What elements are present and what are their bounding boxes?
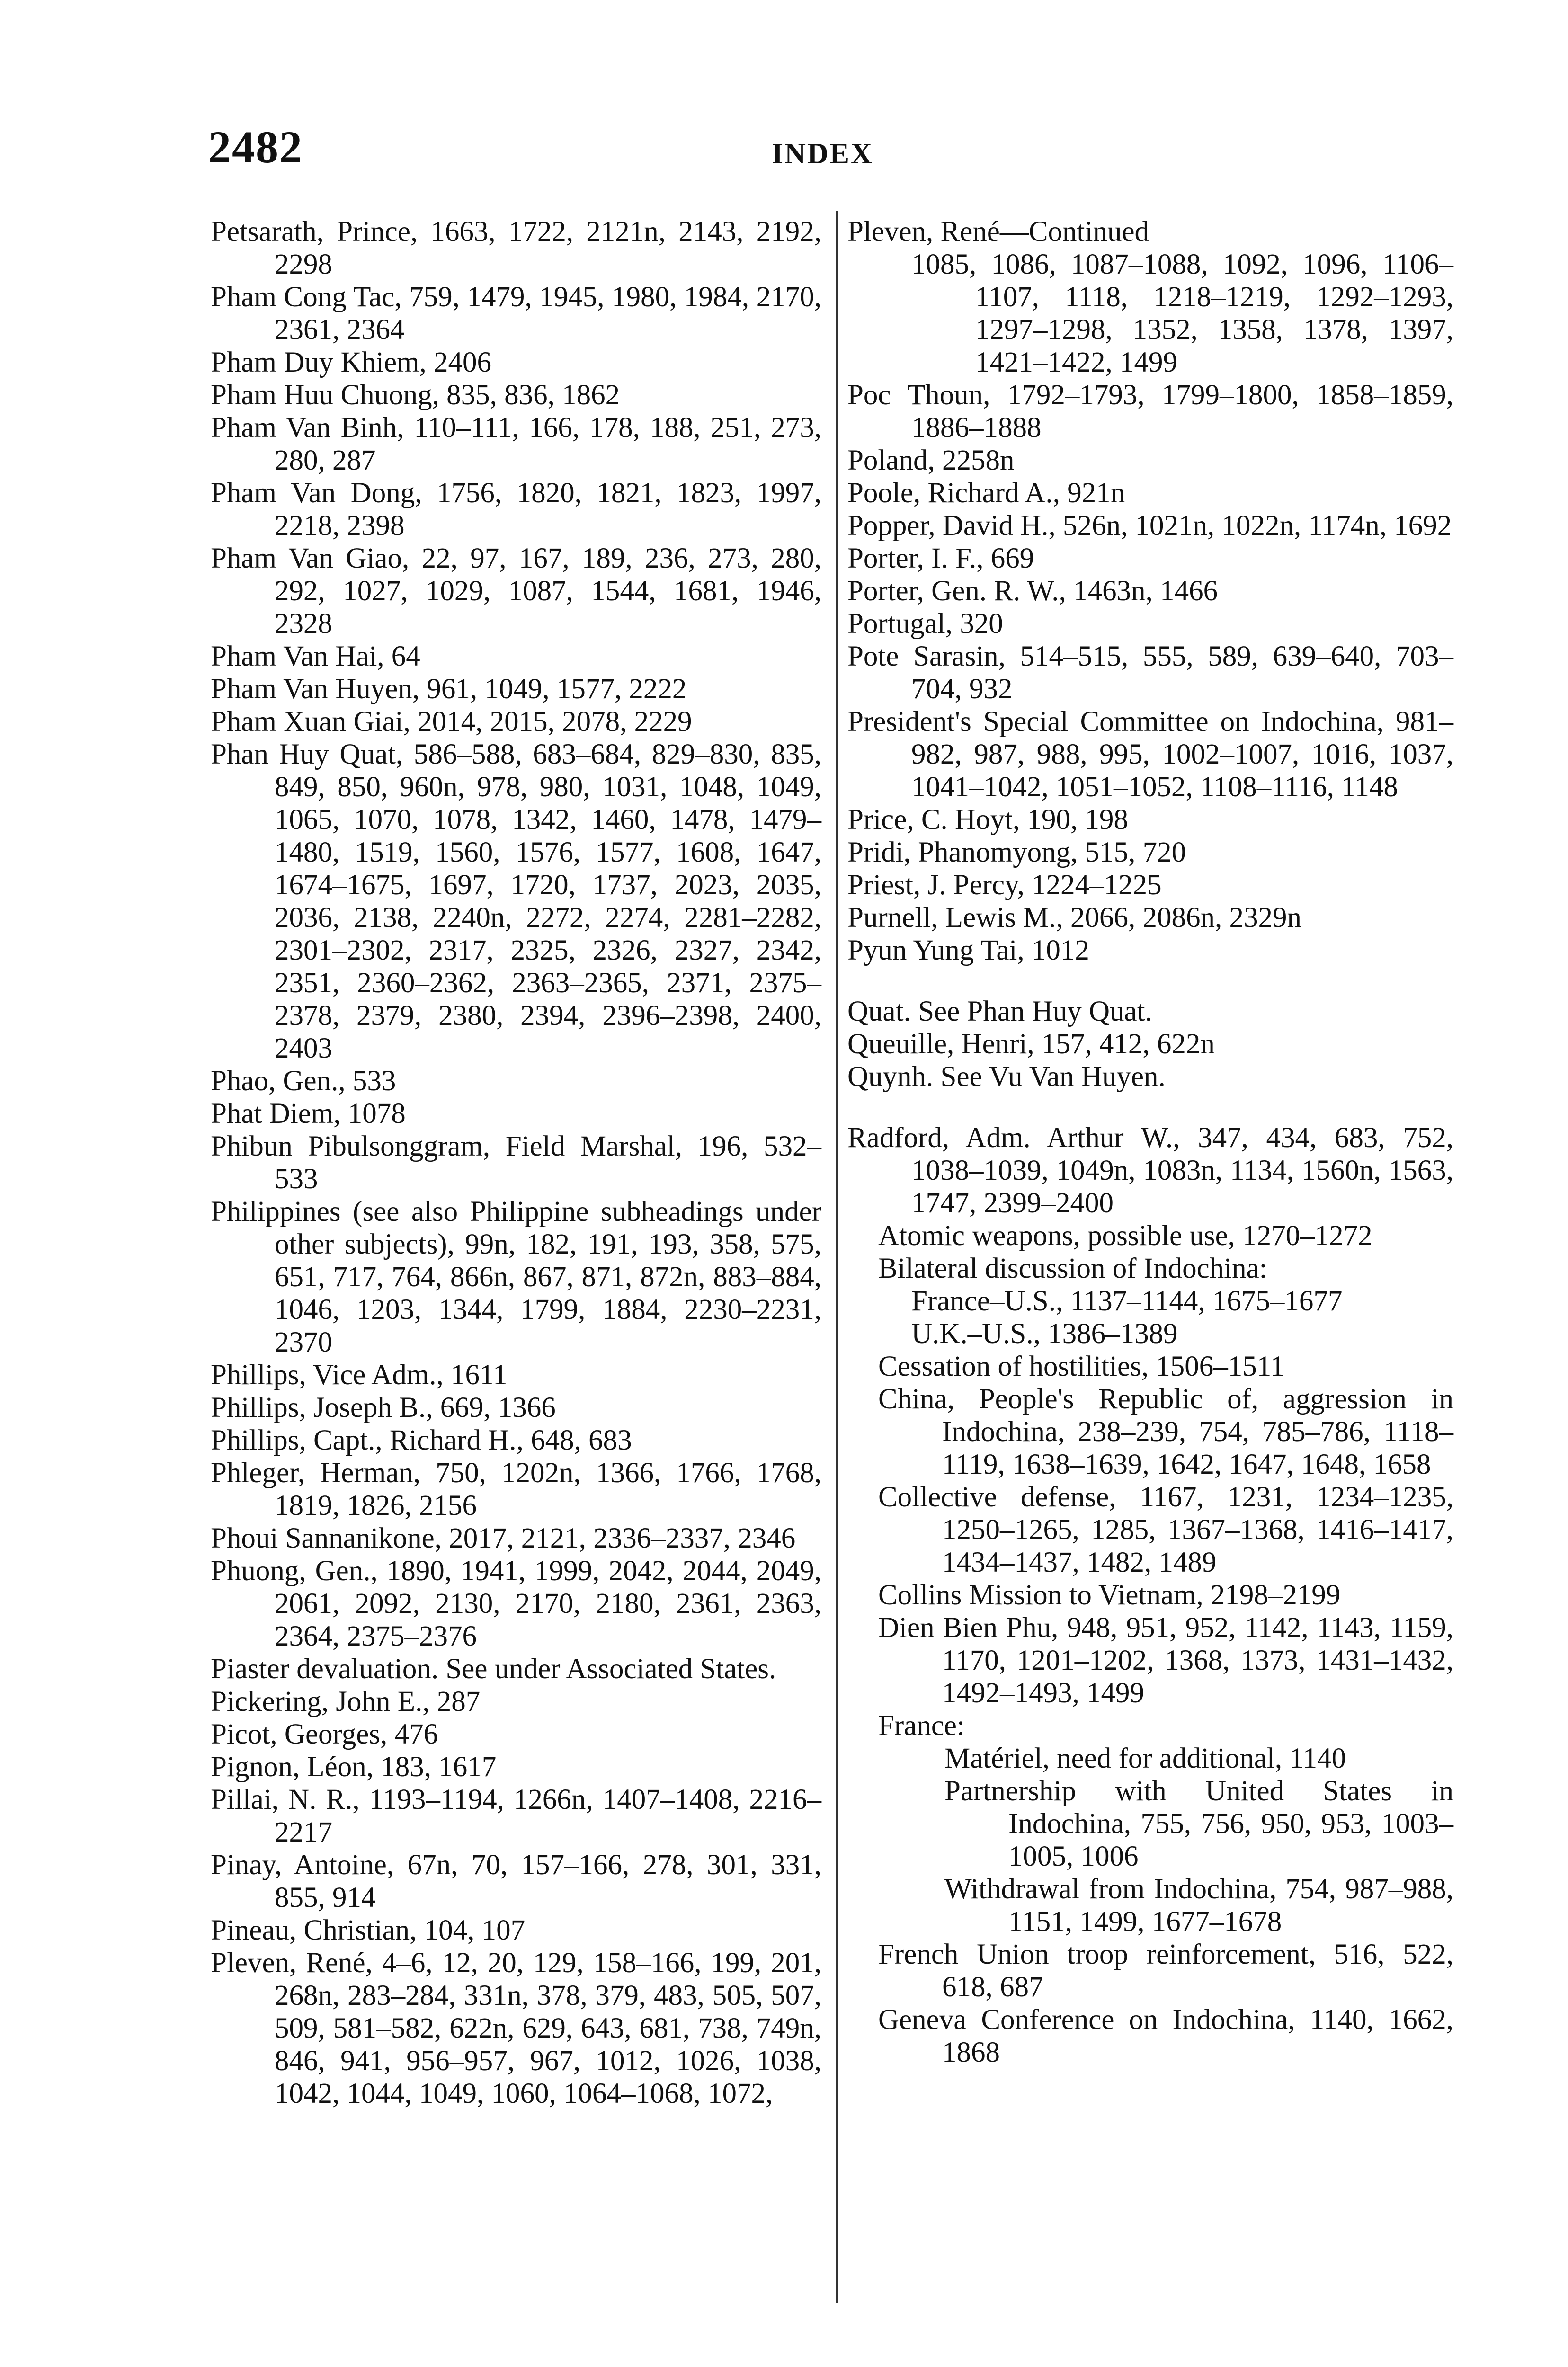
page-number: 2482 xyxy=(208,122,303,172)
index-entry: Pridi, Phanomyong, 515, 720 xyxy=(847,836,1186,868)
index-entry: Pleven, René—Continued xyxy=(847,216,1149,248)
index-entry: Poole, Richard A., 921n xyxy=(847,477,1125,509)
index-subentry: Cessation of hostilities, 1506–1511 xyxy=(878,1351,1285,1382)
index-subentry-level-2: Partnership with United States in Indochina, 755, 756, 950, 953, 1003–1005, 1006 xyxy=(944,1775,1453,1872)
index-subentry: French Union troop reinforcement, 516, 522, 618, 687 xyxy=(878,1939,1453,2003)
index-entry: Pineau, Christian, 104, 107 xyxy=(211,1914,526,1946)
index-entry: Priest, J. Percy, 1224–1225 xyxy=(847,869,1162,901)
index-entry: Pleven, René, 4–6, 12, 20, 129, 158–166, 199, 201, 268n, 283–284, 331n, 378, 379, 483, 505, 507, 509, 581–582, 622n, 629, 643, 681, 738, 749n, 846, 941, 956–957, 967, 1012, 1026, 1038, 1042, 1044, 1049, 1060, 1064–1068, 1072, xyxy=(211,1947,821,2109)
index-entry: Poland, 2258n xyxy=(847,445,1015,476)
index-entry: Pote Sarasin, 514–515, 555, 589, 639–640, 703–704, 932 xyxy=(847,641,1453,705)
index-entry: Pyun Yung Tai, 1012 xyxy=(847,934,1089,966)
index-entry: Pham Xuan Giai, 2014, 2015, 2078, 2229 xyxy=(211,706,692,738)
index-entry: Phillips, Joseph B., 669, 1366 xyxy=(211,1392,556,1424)
index-entry: Pillai, N. R., 1193–1194, 1266n, 1407–1408, 2216–2217 xyxy=(211,1784,821,1848)
index-entry: Portugal, 320 xyxy=(847,608,1003,640)
index-subentry: Collective defense, 1167, 1231, 1234–1235, 1250–1265, 1285, 1367–1368, 1416–1417, 1434–1437, 1482, 1489 xyxy=(878,1481,1453,1578)
index-subentry: China, People's Republic of, aggression in Indochina, 238–239, 754, 785–786, 1118–1119, 1638–1639, 1642, 1647, 1648, 1658 xyxy=(878,1383,1453,1480)
index-entry: Piaster devaluation. See under Associated States. xyxy=(211,1653,776,1685)
index-entry: Phillips, Capt., Richard H., 648, 683 xyxy=(211,1424,632,1456)
index-entry: Phan Huy Quat, 586–588, 683–684, 829–830, 835, 849, 850, 960n, 978, 980, 1031, 1048, 1049, 1065, 1070, 1078, 1342, 1460, 1478, 1479–1480, 1519, 1560, 1576, 1577, 1608, 1647, 1674–1675, 1697, 1720, 1737, 2023, 2035, 2036, 2138, 2240n, 2272, 2274, 2281–2282, 2301–2302, 2317, 2325, 2326, 2327, 2342, 2351, 2360–2362, 2363–2365, 2371, 2375–2378, 2379, 2380, 2394, 2396–2398, 2400, 2403 xyxy=(211,739,821,1064)
index-entry: Pham Cong Tac, 759, 1479, 1945, 1980, 1984, 2170, 2361, 2364 xyxy=(211,281,821,346)
index-entry: Phat Diem, 1078 xyxy=(211,1098,406,1130)
index-subentry: Bilateral discussion of Indochina: xyxy=(878,1253,1267,1284)
index-entry: Philippines (see also Philippine subheadings under other subjects), 99n, 182, 191, 193, 358, 575, 651, 717, 764, 866n, 867, 871, 872n, 883–884, 1046, 1203, 1344, 1799, 1884, 2230–2231, 2370 xyxy=(211,1196,821,1358)
column-divider xyxy=(836,211,838,2303)
index-entry: Pham Van Binh, 110–111, 166, 178, 188, 251, 273, 280, 287 xyxy=(211,412,821,476)
index-column-right xyxy=(847,215,1453,2069)
index-entry: Quynh. See Vu Van Huyen. xyxy=(847,1061,1166,1093)
index-entry: Pham Van Giao, 22, 97, 167, 189, 236, 273, 280, 292, 1027, 1029, 1087, 1544, 1681, 1946, 2328 xyxy=(211,543,821,640)
index-entry: Popper, David H., 526n, 1021n, 1022n, 1174n, 1692 xyxy=(847,510,1452,542)
running-head: INDEX xyxy=(772,138,873,170)
index-subentry: France: xyxy=(878,1710,965,1742)
index-subentry-level-2: Matériel, need for additional, 1140 xyxy=(944,1743,1346,1774)
index-entry: Phao, Gen., 533 xyxy=(211,1065,396,1097)
index-column-left xyxy=(211,215,821,2110)
index-subentry: Geneva Conference on Indochina, 1140, 1662, 1868 xyxy=(878,2004,1453,2068)
index-subentry-level-2: U.K.–U.S., 1386–1389 xyxy=(911,1318,1178,1350)
index-entry: Picot, Georges, 476 xyxy=(211,1718,438,1750)
index-subentry: Dien Bien Phu, 948, 951, 952, 1142, 1143, 1159, 1170, 1201–1202, 1368, 1373, 1431–1432, 1492–1493, 1499 xyxy=(878,1612,1453,1709)
index-entry: Purnell, Lewis M., 2066, 2086n, 2329n xyxy=(847,902,1302,934)
index-subentry-level-2: France–U.S., 1137–1144, 1675–1677 xyxy=(911,1285,1343,1317)
index-entry: Phuong, Gen., 1890, 1941, 1999, 2042, 2044, 2049, 2061, 2092, 2130, 2170, 2180, 2361, 2363, 2364, 2375–2376 xyxy=(211,1555,821,1652)
index-entry: Pham Van Dong, 1756, 1820, 1821, 1823, 1997, 2218, 2398 xyxy=(211,477,821,542)
index-entry: Porter, I. F., 669 xyxy=(847,543,1034,574)
index-entry: Price, C. Hoyt, 190, 198 xyxy=(847,804,1129,836)
index-entry: Quat. See Phan Huy Quat. xyxy=(847,996,1152,1027)
index-entry: Pickering, John E., 287 xyxy=(211,1686,481,1717)
index-entry: Porter, Gen. R. W., 1463n, 1466 xyxy=(847,575,1218,607)
index-entry: Pham Huu Chuong, 835, 836, 1862 xyxy=(211,379,620,411)
index-entry: Phleger, Herman, 750, 1202n, 1366, 1766, 1768, 1819, 1826, 2156 xyxy=(211,1457,821,1522)
index-entry: Phillips, Vice Adm., 1611 xyxy=(211,1359,508,1391)
index-entry: Poc Thoun, 1792–1793, 1799–1800, 1858–1859, 1886–1888 xyxy=(847,379,1453,444)
index-entry-continuation: 1085, 1086, 1087–1088, 1092, 1096, 1106–1107, 1118, 1218–1219, 1292–1293, 1297–1298, 1352, 1358, 1378, 1397, 1421–1422, 1499 xyxy=(911,249,1453,378)
index-entry: Queuille, Henri, 157, 412, 622n xyxy=(847,1028,1215,1060)
index-entry: Pham Van Hai, 64 xyxy=(211,641,420,672)
index-subentry: Collins Mission to Vietnam, 2198–2199 xyxy=(878,1579,1341,1611)
index-entry: Petsarath, Prince, 1663, 1722, 2121n, 2143, 2192, 2298 xyxy=(211,216,821,280)
index-entry: Pham Van Huyen, 961, 1049, 1577, 2222 xyxy=(211,673,687,705)
index-entry: President's Special Committee on Indochina, 981–982, 987, 988, 995, 1002–1007, 1016, 1037, 1041–1042, 1051–1052, 1108–1116, 1148 xyxy=(847,706,1453,803)
index-entry: Pignon, Léon, 183, 1617 xyxy=(211,1751,497,1783)
index-entry: Phibun Pibulsonggram, Field Marshal, 196, 532–533 xyxy=(211,1130,821,1195)
index-subentry-level-2: Withdrawal from Indochina, 754, 987–988, 1151, 1499, 1677–1678 xyxy=(944,1873,1453,1938)
index-entry: Pham Duy Khiem, 2406 xyxy=(211,347,492,378)
index-entry: Radford, Adm. Arthur W., 347, 434, 683, 752, 1038–1039, 1049n, 1083n, 1134, 1560n, 1563, 1747, 2399–2400 xyxy=(847,1122,1453,1219)
index-entry: Phoui Sannanikone, 2017, 2121, 2336–2337, 2346 xyxy=(211,1522,796,1554)
index-subentry: Atomic weapons, possible use, 1270–1272 xyxy=(878,1220,1372,1252)
index-entry: Pinay, Antoine, 67n, 70, 157–166, 278, 301, 331, 855, 914 xyxy=(211,1849,821,1913)
